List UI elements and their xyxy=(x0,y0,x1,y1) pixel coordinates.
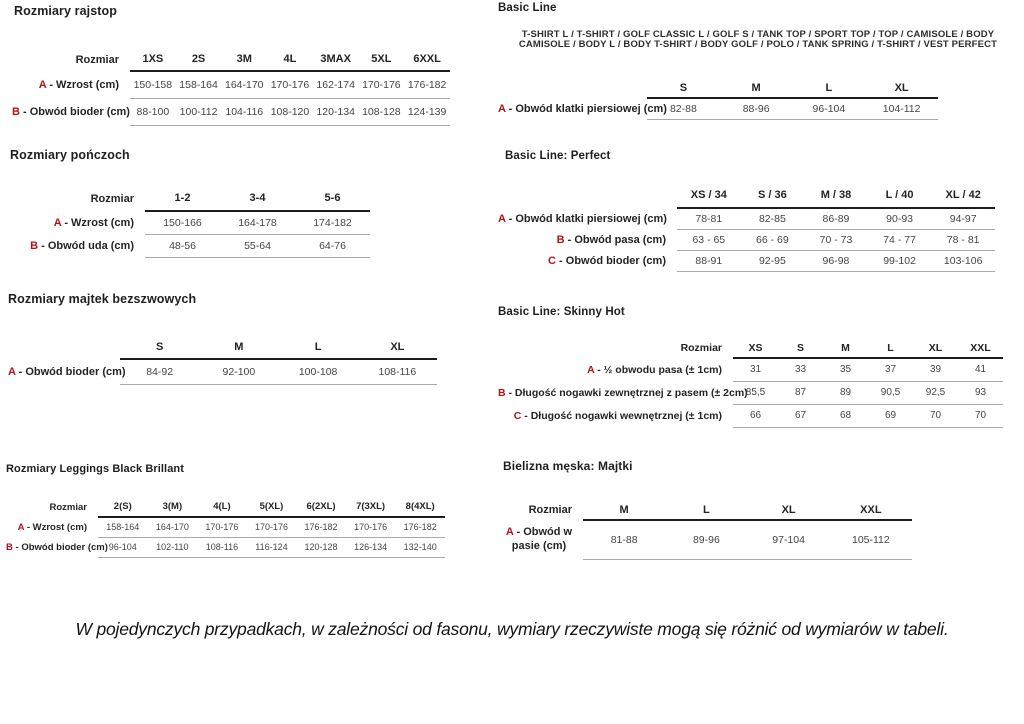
measure-row xyxy=(498,250,995,271)
measure-value: 66 - 69 xyxy=(741,229,805,250)
skinny-hot-size-table xyxy=(498,338,1003,428)
measure-value: 92-95 xyxy=(741,250,805,271)
measure-letter: A xyxy=(498,212,506,225)
size-column-header: L xyxy=(793,78,866,98)
measure-value: 108-120 xyxy=(267,98,313,125)
measure-value: 96-104 xyxy=(793,98,866,119)
measure-label xyxy=(498,98,667,119)
measure-value: 108-128 xyxy=(359,98,405,125)
measure-letter: B xyxy=(556,233,565,246)
measure-value: 120-134 xyxy=(313,98,359,125)
footnote: W pojedynczych przypadkach, w zależności od fasonu, wymiary rzeczywiste mogą się różnić od wymiarów w tabeli. xyxy=(75,619,949,639)
size-column-header: S xyxy=(120,335,199,359)
measure-value: 170-176 xyxy=(247,517,297,537)
measure-value: 67 xyxy=(778,404,823,427)
measure-label xyxy=(12,234,145,257)
size-corner-label: Rozmiar xyxy=(75,53,119,66)
measure-value: 82-88 xyxy=(647,98,720,119)
measure-letter: C xyxy=(513,409,522,422)
measure-letter: A xyxy=(8,365,16,378)
measure-value: 55-64 xyxy=(220,234,295,257)
size-column-header: 2(S) xyxy=(98,497,148,517)
size-corner-label: Rozmiar xyxy=(528,504,572,516)
size-column-header: 6(2XL) xyxy=(296,497,346,517)
measure-value: 48-56 xyxy=(145,234,220,257)
measure-value: 78 - 81 xyxy=(931,229,995,250)
size-column-header: L xyxy=(868,338,913,358)
measure-value: 69 xyxy=(868,404,913,427)
measure-row xyxy=(12,211,370,234)
measure-label-text: - Wzrost (cm) xyxy=(64,216,134,229)
size-column-header: 4(L) xyxy=(197,497,247,517)
measure-row xyxy=(6,537,445,557)
measure-label-text: - Obwód bioder (cm) xyxy=(23,105,130,118)
size-column-header: S / 36 xyxy=(741,183,805,208)
size-column-header: 4L xyxy=(267,48,313,71)
size-column-header: XL xyxy=(865,78,938,98)
measure-value: 81-88 xyxy=(583,520,665,559)
measure-label-text: - Obwód bioder (cm) xyxy=(18,365,126,378)
size-column-header: M xyxy=(720,78,793,98)
header-row xyxy=(8,335,437,359)
measure-value: 170-176 xyxy=(197,517,247,537)
size-corner-label xyxy=(8,335,120,359)
size-column-header: 2S xyxy=(176,48,222,71)
measure-value: 99-102 xyxy=(868,250,932,271)
measure-value: 108-116 xyxy=(358,359,437,384)
measure-value: 150-166 xyxy=(145,211,220,234)
measure-row xyxy=(498,404,1003,427)
section-bielizna-meska xyxy=(503,459,1018,569)
measure-value: 176-182 xyxy=(404,71,450,98)
header-row xyxy=(498,78,938,98)
measure-value: 108-116 xyxy=(197,537,247,557)
size-column-header: M / 38 xyxy=(804,183,868,208)
basic-perfect-size-table-grid xyxy=(498,183,995,272)
measure-value: 104-112 xyxy=(865,98,938,119)
measure-label xyxy=(498,404,733,427)
measure-label-text: - Obwód pasa (cm) xyxy=(567,233,666,246)
size-column-header: L xyxy=(279,335,358,359)
measure-value: 158-164 xyxy=(98,517,148,537)
measure-value: 82-85 xyxy=(741,208,805,229)
measure-value: 39 xyxy=(913,358,958,381)
size-corner-label: Rozmiar xyxy=(49,501,87,513)
measure-value: 70 xyxy=(958,404,1003,427)
measure-value: 104-116 xyxy=(221,98,267,125)
measure-letter: B xyxy=(30,239,39,252)
measure-label-text: - Długość nogawki zewnętrznej z pasem (± 2cm) xyxy=(508,386,748,399)
measure-label-text: - Obwód klatki piersiowej (cm) xyxy=(508,212,667,225)
section-skinny-hot xyxy=(498,306,1018,436)
measure-value: 96-98 xyxy=(804,250,868,271)
measure-value: 158-164 xyxy=(176,71,222,98)
measure-value: 176-182 xyxy=(395,517,445,537)
measure-value: 88-100 xyxy=(130,98,176,125)
measure-row xyxy=(6,517,445,537)
leggings-size-table xyxy=(6,497,445,558)
size-column-header: XL xyxy=(748,500,830,520)
measure-value: 90,5 xyxy=(868,381,913,404)
size-column-header: 8(4XL) xyxy=(395,497,445,517)
measure-value: 66 xyxy=(733,404,778,427)
majtki-bezszwowe-size-table xyxy=(8,335,437,385)
measure-value: 164-170 xyxy=(221,71,267,98)
measure-value: 85,5 xyxy=(733,381,778,404)
measure-value: 150-158 xyxy=(130,71,176,98)
measure-row xyxy=(498,229,995,250)
measure-value: 84-92 xyxy=(120,359,199,384)
measure-row xyxy=(12,98,450,125)
measure-value: 70 xyxy=(913,404,958,427)
size-column-header: 6XXL xyxy=(404,48,450,71)
size-column-header: 3MAX xyxy=(313,48,359,71)
measure-label-text: - Obwód w pasie (cm) xyxy=(511,525,573,552)
measure-letter: A xyxy=(17,521,25,533)
measure-row xyxy=(12,234,370,257)
section-title: Basic Line: Perfect xyxy=(505,150,611,162)
bielizna-meska-size-table-grid xyxy=(503,500,912,560)
section-ponczochy xyxy=(10,148,460,268)
measure-label xyxy=(498,381,748,404)
size-column-header: 3M xyxy=(221,48,267,71)
section-basic-perfect xyxy=(498,150,1020,275)
measure-label-text: - Wzrost (cm) xyxy=(26,521,87,533)
measure-value: 63 - 65 xyxy=(677,229,741,250)
measure-value: 164-178 xyxy=(220,211,295,234)
size-column-header: XL xyxy=(358,335,437,359)
size-corner-label: Rozmiar xyxy=(90,192,134,205)
measure-value: 120-128 xyxy=(296,537,346,557)
size-column-header: 3(M) xyxy=(148,497,198,517)
measure-value: 78-81 xyxy=(677,208,741,229)
measure-value: 97-104 xyxy=(748,520,830,559)
measure-value: 124-139 xyxy=(404,98,450,125)
measure-value: 86-89 xyxy=(804,208,868,229)
section-majtki-bezszwowe xyxy=(8,292,458,392)
measure-value: 88-96 xyxy=(720,98,793,119)
measure-value: 74 - 77 xyxy=(868,229,932,250)
measure-label xyxy=(12,98,130,125)
size-column-header: XL / 42 xyxy=(931,183,995,208)
measure-letter: A xyxy=(505,525,514,538)
size-column-header: S xyxy=(647,78,720,98)
measure-label xyxy=(8,359,126,384)
measure-label xyxy=(503,520,583,559)
measure-value: 170-176 xyxy=(359,71,405,98)
size-column-header: 1XS xyxy=(130,48,176,71)
measure-label-text: - Obwód bioder (cm) xyxy=(15,541,108,553)
measure-row xyxy=(498,358,1003,381)
measure-value: 68 xyxy=(823,404,868,427)
section-basic-line xyxy=(498,2,1018,127)
measure-label-text: - ½ obwodu pasa (± 1cm) xyxy=(597,363,722,376)
bielizna-meska-size-table xyxy=(503,500,912,560)
measure-row xyxy=(498,208,995,229)
measure-row xyxy=(503,520,912,559)
measure-value: 93 xyxy=(958,381,1003,404)
measure-value: 96-104 xyxy=(98,537,148,557)
section-title: Basic Line xyxy=(498,2,557,14)
size-corner-label xyxy=(498,183,677,208)
measure-row xyxy=(8,359,437,384)
size-column-header: 3-4 xyxy=(220,186,295,211)
measure-label xyxy=(12,211,145,234)
ponczochy-size-table-grid xyxy=(12,186,370,258)
size-column-header: 5-6 xyxy=(295,186,370,211)
measure-value: 33 xyxy=(778,358,823,381)
measure-value: 105-112 xyxy=(830,520,912,559)
measure-label-text: - Wzrost (cm) xyxy=(49,78,119,91)
measure-label xyxy=(498,229,677,250)
ponczochy-size-table xyxy=(12,186,370,258)
measure-value: 116-124 xyxy=(247,537,297,557)
basic-line-products-list: T-SHIRT L / T-SHIRT / GOLF CLASSIC L / GOLF S / TANK TOP / SPORT TOP / TOP / CAMISOLE / BODY CAMISOLE / BODY L / BODY T-SHIRT / BODY GOLF / POLO / TANK SPRING / T-SHIRT / VEST PERFECT xyxy=(518,29,998,51)
measure-value: 92-100 xyxy=(199,359,278,384)
measure-row xyxy=(12,71,450,98)
measure-label xyxy=(498,358,733,381)
size-column-header: M xyxy=(583,500,665,520)
measure-value: 89-96 xyxy=(665,520,747,559)
size-column-header: S xyxy=(778,338,823,358)
basic-line-size-table xyxy=(498,78,938,120)
measure-value: 103-106 xyxy=(931,250,995,271)
measure-value: 89 xyxy=(823,381,868,404)
measure-value: 170-176 xyxy=(346,517,396,537)
size-column-header: XXL xyxy=(830,500,912,520)
measure-value: 162-174 xyxy=(313,71,359,98)
measure-value: 88-91 xyxy=(677,250,741,271)
measure-value: 132-140 xyxy=(395,537,445,557)
measure-letter: B xyxy=(6,541,13,553)
rajstop-size-table-grid xyxy=(12,48,450,126)
size-column-header: XS / 34 xyxy=(677,183,741,208)
header-row xyxy=(503,500,912,520)
measure-label xyxy=(498,250,677,271)
section-title: Bielizna męska: Majtki xyxy=(503,459,633,473)
size-column-header: 5(XL) xyxy=(247,497,297,517)
measure-value: 94-97 xyxy=(931,208,995,229)
header-row xyxy=(498,338,1003,358)
skinny-hot-size-table-grid xyxy=(498,338,1003,428)
measure-label-text: - Obwód uda (cm) xyxy=(41,239,134,252)
measure-label-text: - Obwód bioder (cm) xyxy=(559,254,666,267)
measure-letter: B xyxy=(498,386,506,399)
size-column-header: M xyxy=(199,335,278,359)
header-row xyxy=(6,497,445,517)
size-corner-label: Rozmiar xyxy=(680,342,722,354)
size-column-header: XS xyxy=(733,338,778,358)
measure-letter: A xyxy=(498,102,506,115)
measure-letter: C xyxy=(548,254,556,267)
measure-label xyxy=(498,208,677,229)
section-title: Rozmiary rajstop xyxy=(14,4,118,18)
measure-value: 70 - 73 xyxy=(804,229,868,250)
measure-row xyxy=(498,98,938,119)
measure-value: 100-108 xyxy=(279,359,358,384)
measure-value: 164-170 xyxy=(148,517,198,537)
measure-value: 41 xyxy=(958,358,1003,381)
measure-label-text: - Obwód klatki piersiowej (cm) xyxy=(508,102,667,115)
size-column-header: 5XL xyxy=(359,48,405,71)
measure-value: 35 xyxy=(823,358,868,381)
rajstop-size-table xyxy=(12,48,450,126)
size-corner-label xyxy=(498,78,647,98)
measure-value: 92,5 xyxy=(913,381,958,404)
measure-value: 170-176 xyxy=(267,71,313,98)
leggings-size-table-grid xyxy=(6,497,445,558)
measure-label xyxy=(6,517,98,537)
measure-letter: A xyxy=(38,78,47,91)
measure-value: 90-93 xyxy=(868,208,932,229)
size-column-header: M xyxy=(823,338,868,358)
measure-letter: A xyxy=(53,216,62,229)
measure-label xyxy=(12,71,130,98)
measure-value: 31 xyxy=(733,358,778,381)
measure-value: 126-134 xyxy=(346,537,396,557)
measure-value: 87 xyxy=(778,381,823,404)
measure-value: 174-182 xyxy=(295,211,370,234)
section-rajstop xyxy=(14,4,464,136)
measure-value: 176-182 xyxy=(296,517,346,537)
measure-label xyxy=(6,537,108,557)
basic-line-size-table-grid xyxy=(498,78,938,120)
measure-label-text: - Długość nogawki wewnętrznej (± 1cm) xyxy=(524,409,722,422)
measure-value: 64-76 xyxy=(295,234,370,257)
size-column-header: XXL xyxy=(958,338,1003,358)
measure-value: 100-112 xyxy=(176,98,222,125)
size-column-header: XL xyxy=(913,338,958,358)
size-column-header: 7(3XL) xyxy=(346,497,396,517)
measure-row xyxy=(498,381,1003,404)
section-leggings xyxy=(6,463,456,563)
size-column-header: 1-2 xyxy=(145,186,220,211)
section-title: Basic Line: Skinny Hot xyxy=(498,306,625,318)
section-title: Rozmiary Leggings Black Brillant xyxy=(6,463,185,475)
header-row xyxy=(12,48,450,71)
basic-perfect-size-table xyxy=(498,183,995,272)
header-row xyxy=(12,186,370,211)
section-title: Rozmiary majtek bezszwowych xyxy=(8,292,197,306)
measure-value: 102-110 xyxy=(148,537,198,557)
size-column-header: L xyxy=(665,500,747,520)
section-title: Rozmiary pończoch xyxy=(10,148,130,162)
majtki-bezszwowe-size-table-grid xyxy=(8,335,437,385)
size-column-header: L / 40 xyxy=(868,183,932,208)
header-row xyxy=(498,183,995,208)
measure-value: 37 xyxy=(868,358,913,381)
measure-letter: B xyxy=(12,105,20,118)
measure-letter: A xyxy=(587,363,595,376)
